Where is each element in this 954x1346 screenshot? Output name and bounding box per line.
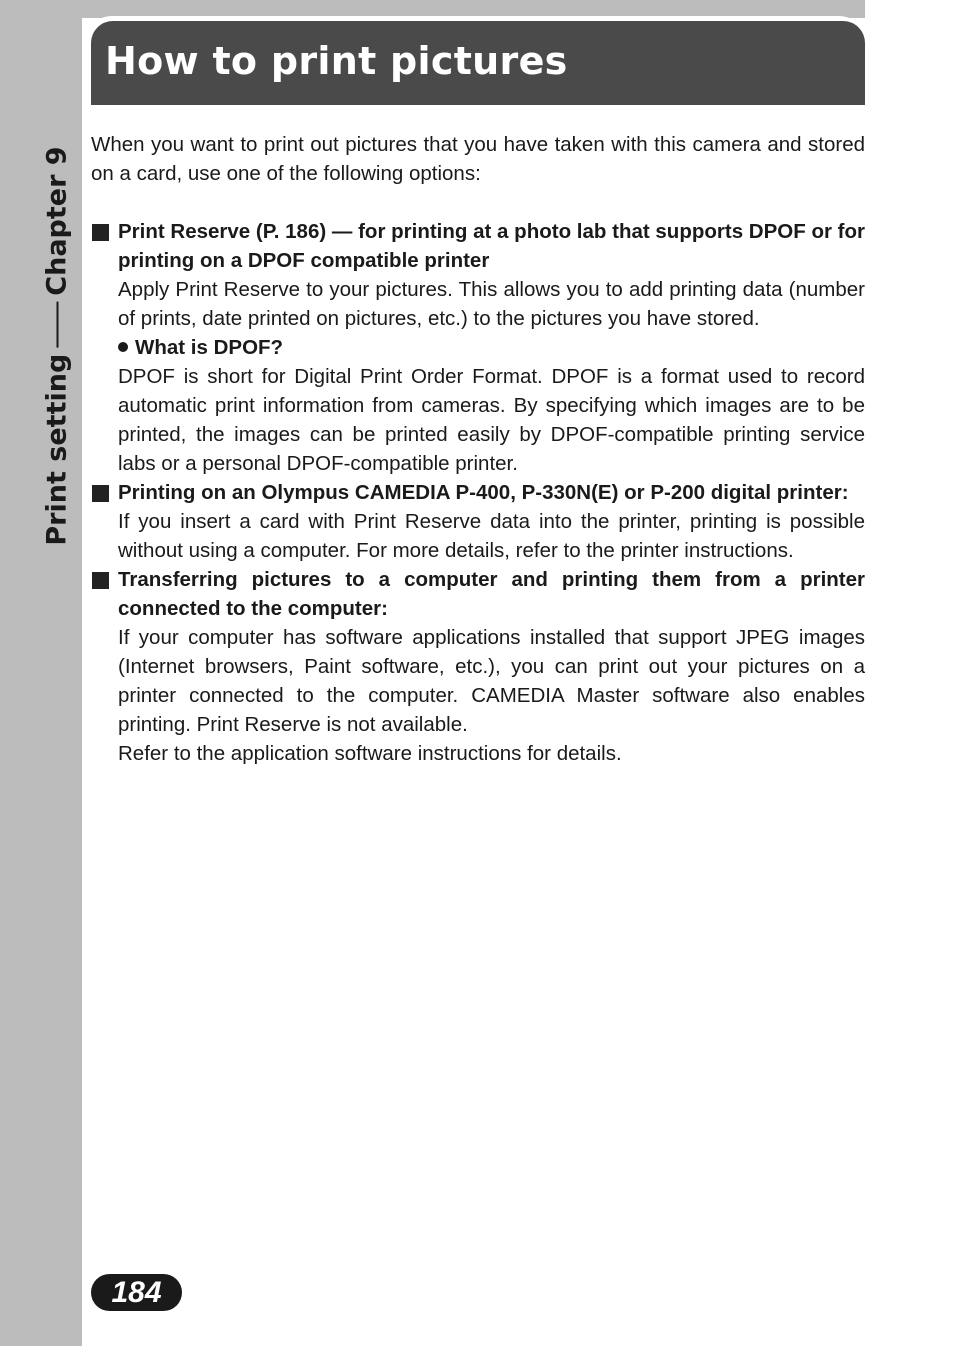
chapter-name: Chapter 9 [41,146,73,296]
dpof-body: DPOF is short for Digital Print Order Format. DPOF is a format used to record automatic print information from cameras. By specifying which images are to be printed, the images can be printed easily by DPOF-compatible printing service labs or a personal DPOF-compatible printer. [118,365,865,475]
section-name: Print setting [41,353,73,546]
option-heading [91,565,865,623]
option-body-note: Refer to the application software instructions for details. [118,742,622,765]
option-heading-text: Print Reserve (P. 186) — for printing at a photo lab that supports DPOF or for printing on a DPOF compatible printer [118,220,865,272]
option-heading [91,478,865,507]
square-bullet-icon [92,485,109,502]
option-olympus-printer [91,478,865,565]
option-computer-printing [91,565,865,768]
main-content [91,130,865,768]
option-body: If you insert a card with Print Reserve data into the printer, printing is possible without using a computer. For more details, refer to the printer instructions. [118,510,865,562]
option-heading-text: Transferring pictures to a computer and printing them from a printer connected to the computer: [118,568,865,620]
page-number: 184 [91,1274,182,1311]
option-heading [91,217,865,275]
round-bullet-icon [118,342,128,352]
option-heading-text: Printing on an Olympus CAMEDIA P-400, P-330N(E) or P-200 digital printer: [118,481,849,504]
square-bullet-icon [92,572,109,589]
option-body: If your computer has software applications installed that support JPEG images (Internet browsers, Paint software, etc.), you can print out your pictures on a printer connected to the computer. CAMEDIA Master software also enables printing. Print Reserve is not available. [118,626,865,736]
intro-paragraph: When you want to print out pictures that you have taken with this camera and stored on a card, use one of the following options: [91,133,865,185]
title-bar [91,21,865,105]
page-title: How to print pictures [105,39,568,83]
chapter-divider [56,302,58,348]
option-print-reserve [91,217,865,478]
option-body: Apply Print Reserve to your pictures. This allows you to add printing data (number of prints, date printed on pictures, etc.) to the pictures you have stored. [118,278,865,330]
square-bullet-icon [92,224,109,241]
dpof-heading [91,333,865,362]
dpof-heading-text: What is DPOF? [135,336,284,359]
